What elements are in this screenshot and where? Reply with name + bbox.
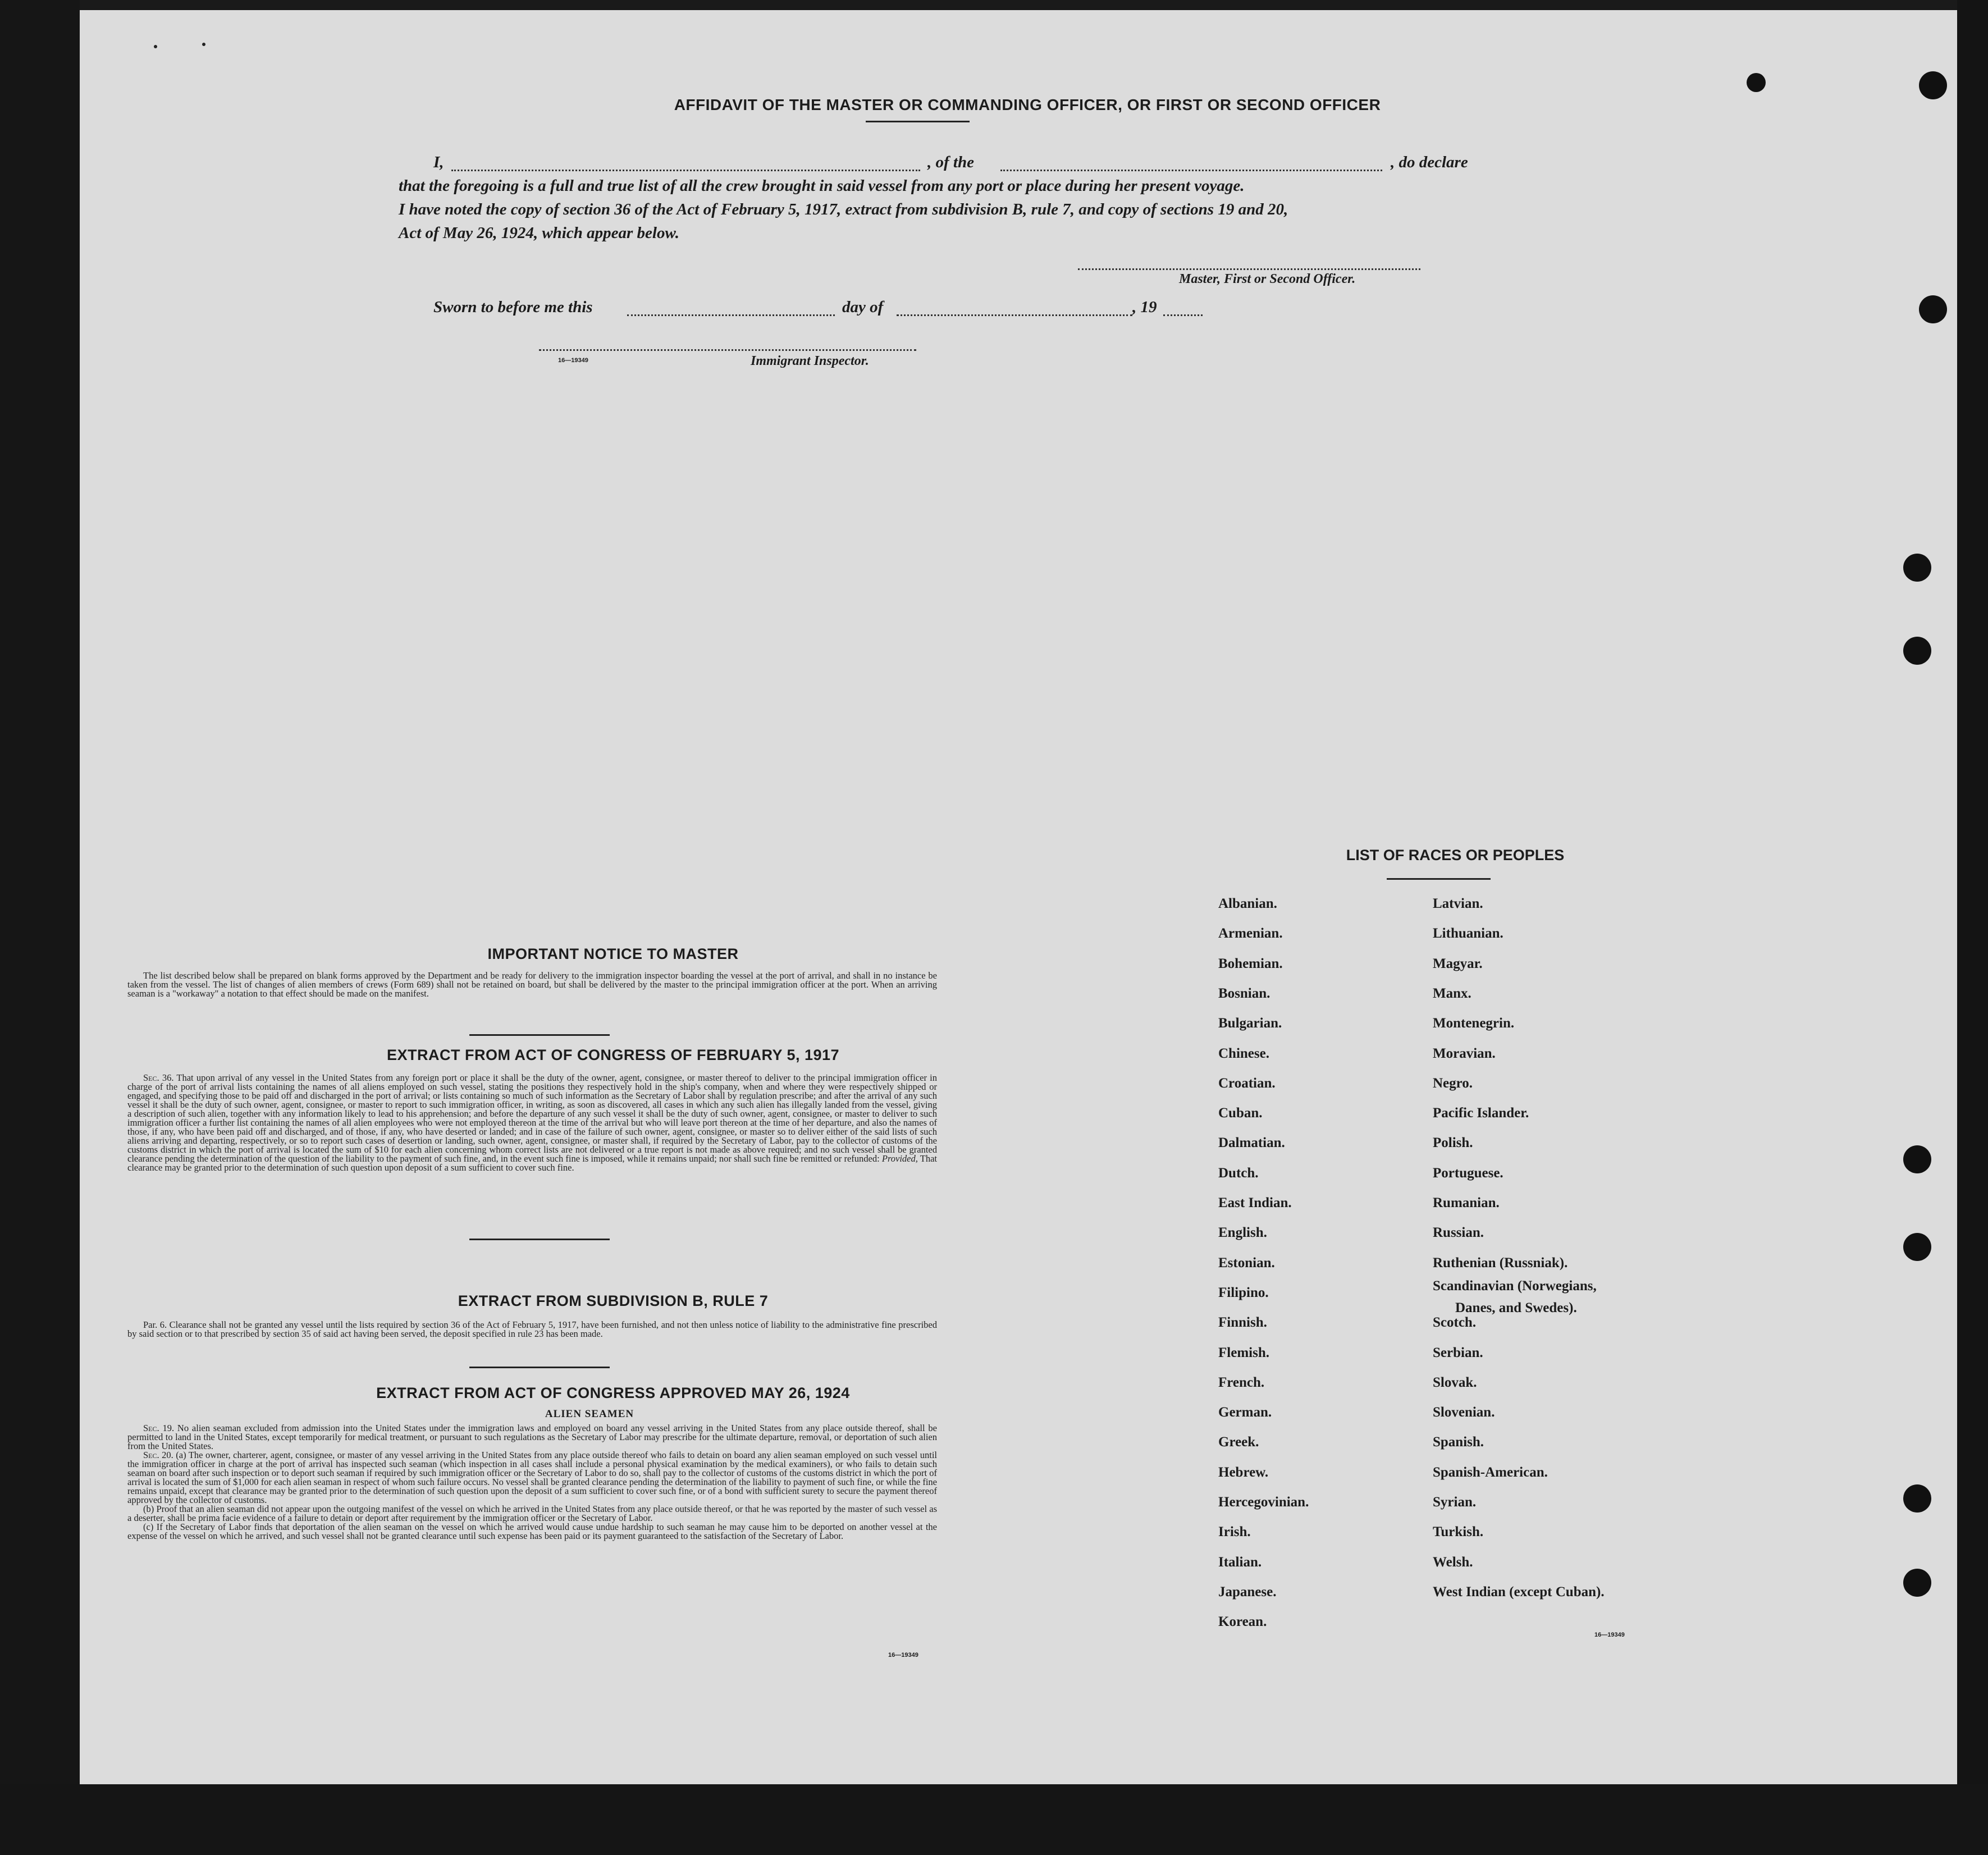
divider [469,1239,610,1240]
race-item: Latvian. [1433,896,1483,911]
race-item: Dalmatian. [1218,1135,1285,1150]
race-item: Syrian. [1433,1495,1477,1510]
form-number: 16—19349 [1594,1632,1625,1638]
race-item: Ruthenian (Russniak). [1433,1255,1568,1271]
race-item: Pacific Islander. [1433,1105,1529,1121]
extract-rule7-title: EXTRACT FROM SUBDIVISION B, RULE 7 [458,1292,769,1309]
extract-1917-title: EXTRACT FROM ACT OF CONGRESS OF FEBRUARY 5, 1917 [386,1047,840,1063]
sworn-year-field[interactable] [1163,314,1203,316]
sworn-day-field[interactable] [627,314,835,316]
notice-title: IMPORTANT NOTICE TO MASTER [487,945,739,962]
scan-border-bottom [0,1784,1988,1855]
race-item: Greek. [1218,1434,1259,1450]
race-item: Spanish-American. [1433,1465,1548,1480]
affidavit-line-2: that the foregoing is a full and true list of all the crew brought in said vessel from any port or place during her present voyage. [399,177,1245,195]
race-item: Moravian. [1433,1046,1496,1061]
race-item: Flemish. [1218,1345,1269,1360]
race-item: Bulgarian. [1218,1016,1282,1031]
affidavit-line-3: I have noted the copy of section 36 of the Act of February 5, 1917, extract from subdivision B, rule 7, and copy of sections 19 and 20, [399,200,1288,218]
race-item: Magyar. [1433,956,1483,971]
extract-1917-text [127,1073,937,1172]
sec20b-paragraph [127,1505,937,1523]
inspector-label: Immigrant Inspector. [751,354,869,368]
affidavit-of-the: , of the [927,153,974,171]
extract-1917-body: That upon arrival of any vessel in the United States from any foreign port or place it shall be the duty of the owner, agent, consignee, or master thereof to deliver to the principal immigration officer in charge of the port of arrival lists containing the names of all aliens employed on such vessel, stating the positions they respectively hold in the ship's company, when and where they were respectively shipped or engaged, and specifying those to be paid off and discharged in the port of arrival; or lists containing so much of such information as the Secretary of Labor shall by regulation prescribe; and after the arrival of any such vessel it shall be the duty of such owner, agent, consignee, or master to report to such immigration officer, in writing, as soon as discovered, all cases in which any such alien has illegally landed from the vessel, giving a description of such alien, together with any information likely to lead to his apprehension; and before the departure of any such vessel it shall be the duty of such owner, agent, consignee, or master to deliver to such immigration officer a further list containing the names of all alien employees who were not employed thereon at the time of the arrival but who will leave port thereon at the time of her departure, and also the names of those, if any, who have been paid off and discharged, and of those, if any, who have deserted or landed; and in case of the failure of such owner, agent, consignee, or master so to deliver either of the said lists of such aliens arriving and departing, respectively, or so to report such cases of desertion or landing, such owner, agent, consignee, or master shall, if required by the Secretary of Labor, pay to the collector of customs of the customs district in which the port of arrival is located the sum of $10 for each alien concerning whom correct lists are not delivered or a true report is not made as above required; and no such vessel shall be granted clearance pending the determination of the question of the liability to the payment of such fine, and, in the event such fine is imposed, while it remains unpaid; nor shall such fine be remitted or refunded: [127,1072,937,1164]
divider [1387,878,1491,880]
proviso-text: That clearance may be granted prior to the determination of such question upon deposit of a sum sufficient to cover such fine. [127,1153,938,1173]
punch-hole [1747,73,1766,92]
scan-border-right [1957,0,1988,1855]
race-item: Irish. [1218,1524,1251,1539]
notice-body: The list described below shall be prepared on blank forms approved by the Department and be ready for delivery to the immigration inspector boarding the vessel at the port of arrival, and shall in no instance be taken from the vessel. The list of changes of alien members of crews (Form 689) shall not be retained on board, but shall be delivered by the master to the principal immigration officer at the port. When an arriving seaman is a "workaway" a notation to that effect should be made on the manifest. [127,970,937,999]
race-item: Scotch. [1433,1315,1477,1330]
race-item: Rumanian. [1433,1195,1500,1210]
divider [469,1034,610,1036]
punch-hole [1919,295,1947,323]
race-item: Serbian. [1433,1345,1483,1360]
race-item: Portuguese. [1433,1166,1503,1181]
sec20c-body: (c) If the Secretary of Labor finds that deportation of the alien seaman on the vessel on which he arrived would cause undue hardship to such seaman he may cause him to be deported on another vessel at the expense of the vessel on which he arrived, and such vessel shall not be granted clearance until such expense has been paid or its payment guaranteed to the satisfaction of the Secretary of Labor. [127,1522,937,1541]
punch-hole [1903,637,1931,665]
race-item: Chinese. [1218,1046,1269,1061]
race-item: Hebrew. [1218,1465,1269,1480]
sec20a-body: (a) The owner, charterer, agent, consignee, or master of any vessel arriving in the United States from any place outside thereof who fails to detain on board any alien seaman employed on such vessel until the immigration officer in charge at the port of arrival has inspected such seaman (which inspection in all cases shall include a personal physical examination by the medical examiners), or who fails to detain such seaman on board after such inspection or to deport such seaman if required by such immigration officer or the Secretary of Labor to do so, shall pay to the collector of customs of the customs district in which the port of arrival is located the sum of $1,000 for each alien seaman in respect of whom such failure occurs. No vessel shall be granted clearance pending the determination of the liability to payment of such fine, or while the fine remains unpaid, except that clearance may be granted prior to the determination of such question upon the deposit of a sum sufficient to cover such fine, or of a bond with sufficient surety to secure the payment thereof approved by the collector of customs. [127,1450,938,1505]
divider [866,121,970,122]
race-item: Polish. [1433,1135,1473,1150]
extract-rule7-body: Par. 6. Clearance shall not be granted any vessel until the lists required by section 36 of the Act of February 5, 1917, have been furnished, and not then unless notice of liability to the administrative fine prescribed by said section or to that prescribed by section 35 of said act having been served, the deposit specified in rule 23 has been made. [127,1319,937,1339]
race-item: Cuban. [1218,1105,1263,1121]
race-item: Turkish. [1433,1524,1484,1539]
race-item: Korean. [1218,1614,1267,1629]
form-number: 16—19349 [888,1652,918,1658]
race-item: English. [1218,1225,1267,1240]
extract-1924-title: EXTRACT FROM ACT OF CONGRESS APPROVED MAY 26, 1924 [376,1385,850,1401]
race-item: Estonian. [1218,1255,1275,1271]
speck [202,43,205,46]
races-title: LIST OF RACES OR PEOPLES [1346,847,1565,863]
divider [469,1367,610,1368]
sec20-label: Sec. 20. [143,1450,173,1460]
race-item: Montenegrin. [1433,1016,1515,1031]
race-item: Albanian. [1218,896,1277,911]
sec20c-paragraph [127,1523,937,1541]
race-item: Danes, and Swedes). [1455,1300,1577,1315]
race-item: Dutch. [1218,1166,1259,1181]
race-item: Negro. [1433,1076,1473,1091]
name-field[interactable] [451,170,920,171]
sworn-prefix: Sworn to before me this [433,298,593,316]
race-item: Russian. [1433,1225,1484,1240]
affidavit-line-1 [433,150,1517,174]
punch-hole [1903,554,1931,582]
race-item: Lithuanian. [1433,926,1503,941]
sec19-body: No alien seaman excluded from admission into the United States under the immigration laws and employed on board any vessel arriving in the United States from any place outside thereof, shall be permitted to land in the United States, except temporarily for medical treatment, or pursuant to such regulations as the Secretary of Labor may prescribe for the ultimate departure, removal, or deportation of such alien from the United States. [127,1423,938,1451]
punch-hole [1919,71,1947,99]
sec19-label: Sec. 19. [143,1423,175,1433]
punch-hole [1903,1569,1931,1597]
race-item: Bosnian. [1218,986,1271,1001]
race-item: Bohemian. [1218,956,1283,971]
sworn-line [433,295,1219,319]
race-item: Scandinavian (Norwegians, [1433,1278,1597,1294]
scan-border-left [0,0,80,1855]
sec20a-paragraph [127,1451,937,1505]
punch-hole [1903,1484,1931,1513]
race-item: East Indian. [1218,1195,1292,1210]
punch-hole [1903,1145,1931,1173]
affidavit-title: AFFIDAVIT OF THE MASTER OR COMMANDING OFFICER, OR FIRST OR SECOND OFFICER [674,96,1381,113]
signature-label: Master, First or Second Officer. [1179,272,1356,286]
section-label: Sec. 36. [143,1072,174,1083]
race-item: Slovenian. [1433,1405,1495,1420]
extract-rule7-text [127,1321,937,1338]
sworn-day-of: day of [842,298,884,316]
race-item: Japanese. [1218,1584,1277,1600]
extract-1924-text [127,1424,937,1541]
sec19-paragraph [127,1424,937,1451]
speck [154,45,157,48]
race-item: Slovak. [1433,1375,1477,1390]
race-item: Hercegovinian. [1218,1495,1309,1510]
inspector-signature-line[interactable] [539,349,916,351]
sworn-month-field[interactable] [897,314,1132,316]
race-item: Welsh. [1433,1555,1473,1570]
document-page [80,10,1957,1784]
vessel-field[interactable] [1000,170,1382,171]
race-item: Manx. [1433,986,1471,1001]
alien-seamen-subtitle: ALIEN SEAMEN [545,1408,634,1420]
race-item: French. [1218,1375,1265,1390]
affidavit-declare: , do declare [1391,153,1468,171]
affidavit-i: I, [433,153,444,171]
race-item: German. [1218,1405,1272,1420]
race-item: West Indian (except Cuban). [1433,1584,1605,1600]
notice-text [127,971,937,998]
signature-line[interactable] [1078,268,1420,270]
affidavit-line-4: Act of May 26, 1924, which appear below. [399,224,679,242]
race-item: Filipino. [1218,1285,1269,1300]
race-item: Italian. [1218,1555,1262,1570]
sworn-year: , 19 [1132,298,1157,316]
proviso-label: Provided, [881,1153,918,1164]
race-item: Spanish. [1433,1434,1484,1450]
form-number: 16—19349 [558,357,588,364]
race-item: Croatian. [1218,1076,1276,1091]
race-item: Finnish. [1218,1315,1267,1330]
race-item: Armenian. [1218,926,1283,941]
sec20b-body: (b) Proof that an alien seaman did not appear upon the outgoing manifest of the vessel on which he arrived in the United States from any place outside thereof, or that he was reported by the master of such vessel as a deserter, shall be prima facie evidence of a failure to detain or deport after requirement by the immigration officer or the Secretary of Labor. [127,1504,937,1523]
punch-hole [1903,1233,1931,1261]
